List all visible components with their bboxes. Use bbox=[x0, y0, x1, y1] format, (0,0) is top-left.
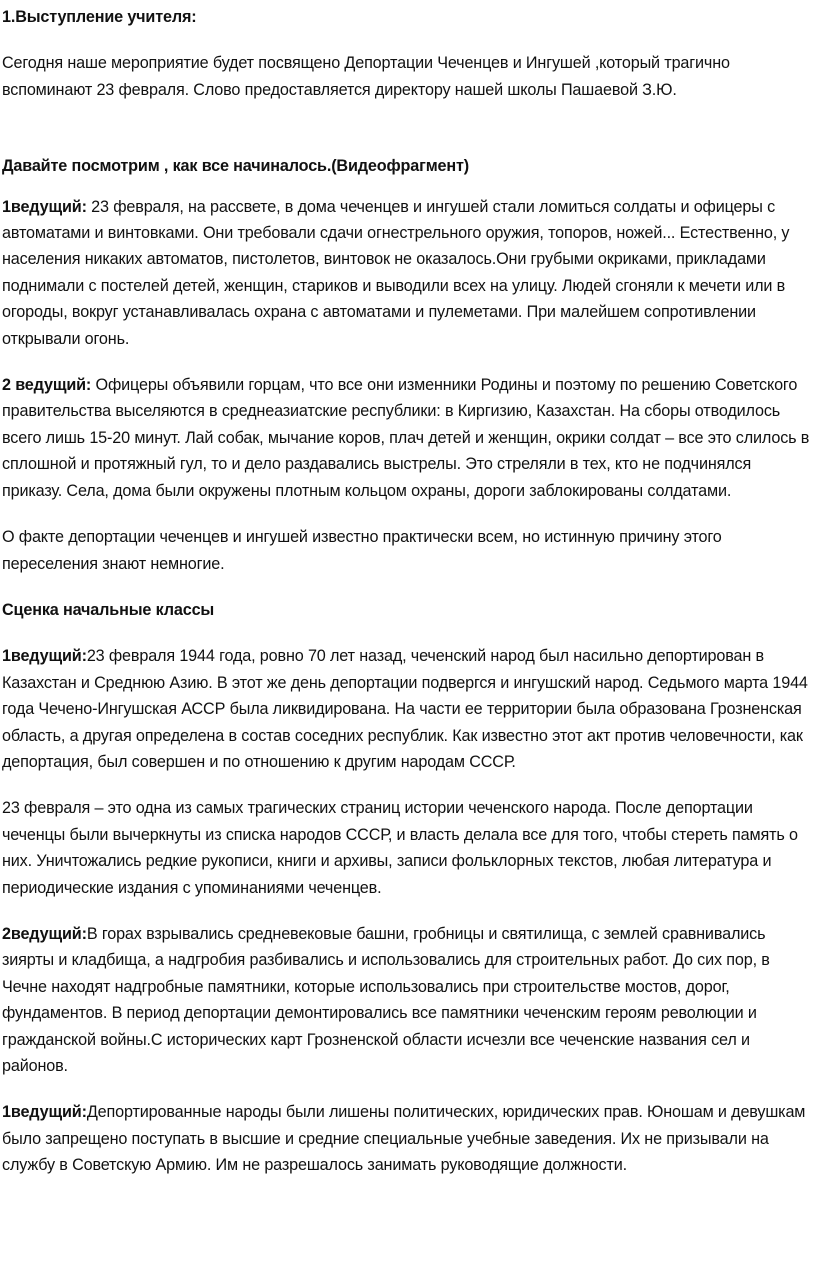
speaker-label: 2ведущий: bbox=[2, 924, 87, 943]
speaker-label: 1ведущий: bbox=[2, 647, 87, 666]
paragraph-host1-rights bbox=[2, 1099, 810, 1178]
heading-teacher-speech: 1.Выступление учителя: bbox=[2, 8, 197, 26]
paragraph-feb23-tragic: 23 февраля – это одна из самых трагических страниц истории чеченского народа. После депортации чеченцы были вычеркнуты из списка народов СССР, и власть делала все для того, чтобы стереть память о них. Уничтожались редкие рукописи, книги и архивы, записи фольклорных текстов, любая литература и периодические издания с упоминаниями чеченцев. bbox=[2, 799, 798, 897]
paragraph-text: 23 февраля, на рассвете, в дома чеченцев и ингушей стали ломиться солдаты и офицеры с автоматами и винтовками. Они требовали сдачи огнестрельного оружия, топоров, ножей... Естественно, у населения никаких автоматов, пистолетов, винтовок не оказалось.Они грубыми окриками, прикладами поднимали с постелей детей, женщин, стариков и выводили всех на улицу. Людей сгоняли к мечети или в огороды, вокруг устанавливалась охрана с автоматами и пулеметами. При малейшем сопротивлении открывали огонь. bbox=[2, 197, 790, 348]
paragraph-host1-1944 bbox=[2, 643, 810, 775]
paragraph-host1-dawn bbox=[2, 194, 810, 352]
speaker-label: 1ведущий: bbox=[2, 197, 87, 216]
speaker-label: 1ведущий: bbox=[2, 1103, 87, 1122]
paragraph-text: Офицеры объявили горцам, что все они изменники Родины и поэтому по решению Советского правительства выселяются в среднеазиатские республики: в Киргизию, Казахстан. На сборы отводилось всего лишь 15-20 минут. Лай собак, мычание коров, плач детей и женщин, окрики солдат – все это слилось в сплошной и протяжный гул, то и дело раздавались выстрелы. Это стреляли в тех, кто не подчинялся приказу. Села, дома были окружены плотным кольцом охраны, дороги заблокированы солдатами. bbox=[2, 376, 810, 500]
paragraph-deportation-fact: О факте депортации чеченцев и ингушей известно практически всем, но истинную причину этого переселения знают немногие. bbox=[2, 528, 722, 573]
heading-scene-primary: Сценка начальные классы bbox=[2, 600, 215, 619]
speaker-label: 2 ведущий: bbox=[2, 376, 92, 395]
paragraph-text: 23 февраля 1944 года, ровно 70 лет назад, чеченский народ был насильно депортирован в Казахстан и Среднюю Азию. В этот же день депортации подвергся и ингушский народ. Седьмого марта 1944 года Чечено-Ингушская АССР была ликвидирована. На части ее территории была образована Грозненская область, а другая определена в состав соседних республик. Как известно этот акт против человечности, как депортация, был совершен и по отношению к другим народам СССР. bbox=[2, 647, 808, 771]
paragraph-text: В горах взрывались средневековые башни, гробницы и святилища, с землей сравнивались зиярты и кладбища, а надгробия разбивались и использовались для строительных работ. До сих пор, в Чечне находят надгробные памятники, которые использовались при строительстве мостов, дорог, фундаментов. В период депортации демонтировались все памятники чеченским героям революции и гражданской войны.С исторических карт Грозненской области исчезли все чеченские названия сел и районов. bbox=[2, 924, 770, 1075]
paragraph-host2-officers bbox=[2, 372, 810, 504]
paragraph-host2-towers bbox=[2, 921, 810, 1079]
heading-video-fragment: Давайте посмотрим , как все начиналось.(Видеофрагмент) bbox=[2, 157, 470, 176]
paragraph-text: Депортированные народы были лишены политических, юридических прав. Юношам и девушкам было запрещено поступать в высшие и средние специальные учебные заведения. Их не призывали на службу в Советскую Армию. Им не разрешалось занимать руководящие должности. bbox=[2, 1103, 806, 1175]
intro-paragraph: Сегодня наше мероприятие будет посвящено Депортации Чеченцев и Ингушей ,который трагично вспоминают 23 февраля. Слово предоставляется директору нашей школы Пашаевой З.Ю. bbox=[2, 54, 730, 99]
